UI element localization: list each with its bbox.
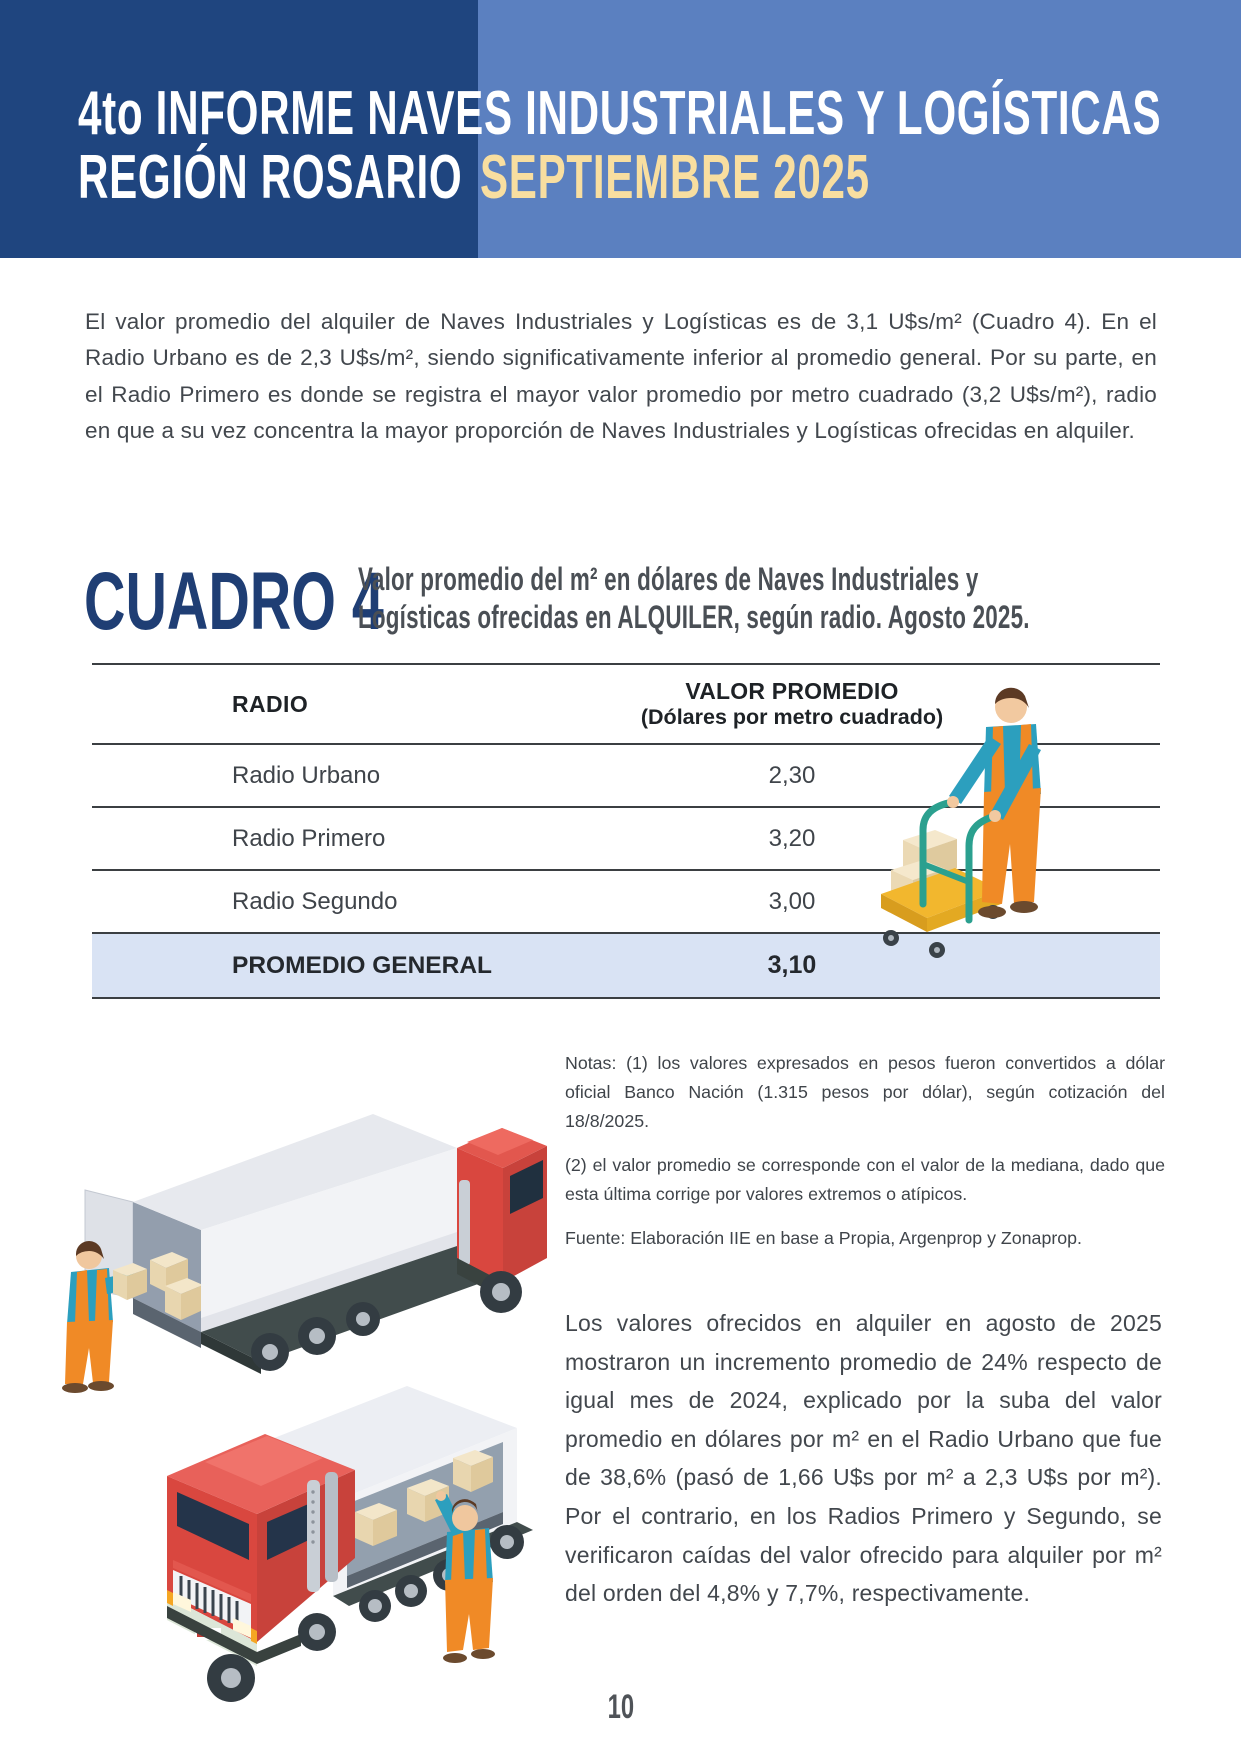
row-value: 3,00	[768, 887, 816, 915]
page-number-wrap	[0, 1688, 1241, 1726]
report-title-line2: REGIÓN ROSARIO	[78, 143, 463, 212]
report-subtitle-date: SEPTIEMBRE 2025	[479, 143, 870, 212]
valor-header-line2: (Dólares por metro cuadrado)	[640, 705, 944, 729]
header-banner	[0, 0, 1241, 258]
row-value: 3,10	[767, 951, 817, 979]
report-title-line1-wrap	[78, 79, 1241, 148]
cuadro-label: CUADRO 4	[84, 556, 384, 647]
row-label: Radio Primero	[232, 824, 386, 852]
trucks-illustration	[55, 1030, 547, 1722]
row-label: Radio Urbano	[232, 761, 381, 789]
row-label: Radio Segundo	[232, 887, 398, 915]
intro-paragraph: El valor promedio del alquiler de Naves Industriales y Logísticas es de 3,1 U$s/m² (Cuadro 4). En el Radio Urbano es de 2,3 U$s/m², siendo significativamente inferior al promedio general. Por su parte, en el Radio Primero es donde se registra el mayor valor promedio por metro cuadrado (3,2 U$s/m²), radio en que a su vez concentra la mayor proporción de Naves Industriales y Logísticas ofrecidas en alquiler.	[85, 308, 1157, 444]
analysis-paragraph: Los valores ofrecidos en alquiler en agosto de 2025 mostraron un incremento promedio de 24% respecto de igual mes de 2024, explicado por la suba del valor promedio en dólares por m² en el Radio Urbano que fue de 38,6% (pasó de 1,66 U$s por m² a 2,3 U$s por m²). Por el contrario, en los Radios Primero y Segundo, se verificaron caídas del valor ofrecido para alquiler por m² del orden del 4,8% y 7,7%, respectivamente.	[565, 1310, 1162, 1607]
column-header-radio: RADIO	[232, 690, 309, 717]
cuadro-caption-line2: Logísticas ofrecidas en ALQUILER, según radio. Agosto 2025.	[358, 599, 1030, 635]
cuadro-caption-line1: Valor promedio del m² en dólares de Naves Industriales y	[358, 561, 979, 597]
row-value: 2,30	[768, 761, 816, 789]
table-notes	[565, 1049, 1165, 1253]
note-2: (2) el valor promedio se corresponde con el valor de la mediana, dado que esta última corrige por valores extremos o atípicos.	[565, 1155, 1165, 1204]
report-title-line2-wrap	[78, 143, 1241, 212]
cuadro-caption	[358, 560, 1241, 636]
report-title	[78, 79, 1241, 212]
valor-header-line1: VALOR PROMEDIO	[685, 678, 899, 704]
page-number: 10	[607, 1688, 634, 1726]
source-line: Fuente: Elaboración IIE en base a Propia, Argenprop y Zonaprop.	[565, 1228, 1082, 1248]
row-value: 3,20	[768, 824, 816, 852]
worker-cart-illustration	[851, 612, 1051, 974]
report-title-line1: 4to INFORME NAVES INDUSTRIALES Y LOGÍSTICAS	[78, 79, 1162, 148]
note-1: Notas: (1) los valores expresados en pesos fueron convertidos a dólar oficial Banco Nación (1.315 pesos por dólar), según cotización del 18/8/2025.	[565, 1053, 1165, 1131]
row-label: PROMEDIO GENERAL	[232, 951, 492, 979]
